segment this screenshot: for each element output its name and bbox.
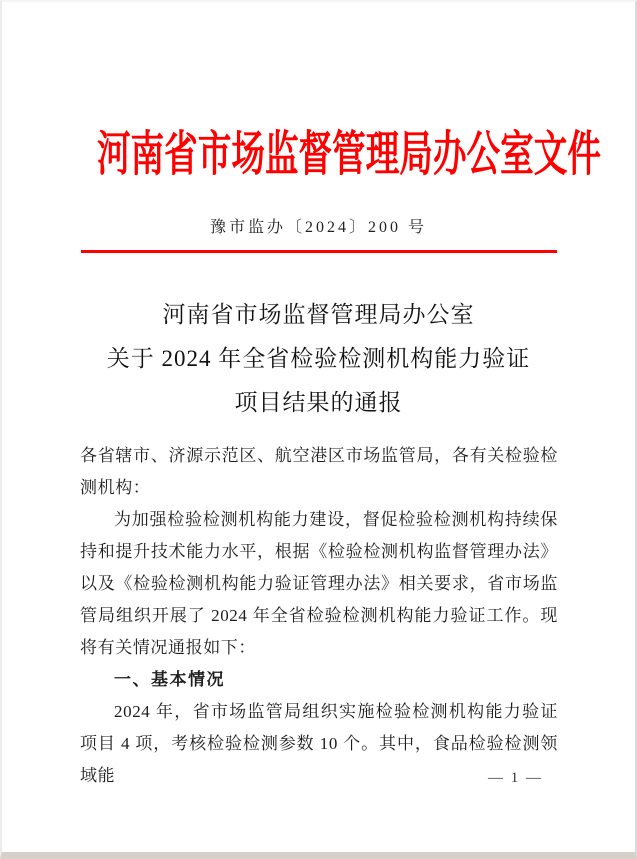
paragraph-2: 2024 年，省市场监管局组织实施检验检测机构能力验证项目 4 项，考核检验检测参数 10 个。其中，食品检验检测领域能 xyxy=(80,702,558,785)
red-divider xyxy=(81,250,557,253)
salutation: 各省辖市、济源示范区、航空港区市场监管局，各有关检验检测机构： xyxy=(80,446,558,497)
red-header-banner: 河南省市场监督管理局办公室文件 xyxy=(96,128,601,181)
section-1-heading: 一、基本情况 xyxy=(114,670,225,689)
document-title-line2: 关于 2024 年全省检验检测机构能力验证 xyxy=(106,346,531,371)
document-title xyxy=(2,293,635,425)
document-title-line3: 项目结果的通报 xyxy=(234,390,403,415)
document-title-line1: 河南省市场监督管理局办公室 xyxy=(162,302,475,327)
page-number: — 1 — xyxy=(488,770,543,786)
doc-number: 豫市监办〔2024〕200 号 xyxy=(209,219,427,236)
document-body xyxy=(80,440,558,792)
paragraph-1: 为加强检验检测机构能力建设，督促检验检测机构持续保持和提升技术能力水平，根据《检验检测机构监督管理办法》以及《检验检测机构能力验证管理办法》相关要求，省市场监管局组织开展了 2024 年全省检验检测机构能力验证工作。现将有关情况通报如下： xyxy=(80,510,558,657)
